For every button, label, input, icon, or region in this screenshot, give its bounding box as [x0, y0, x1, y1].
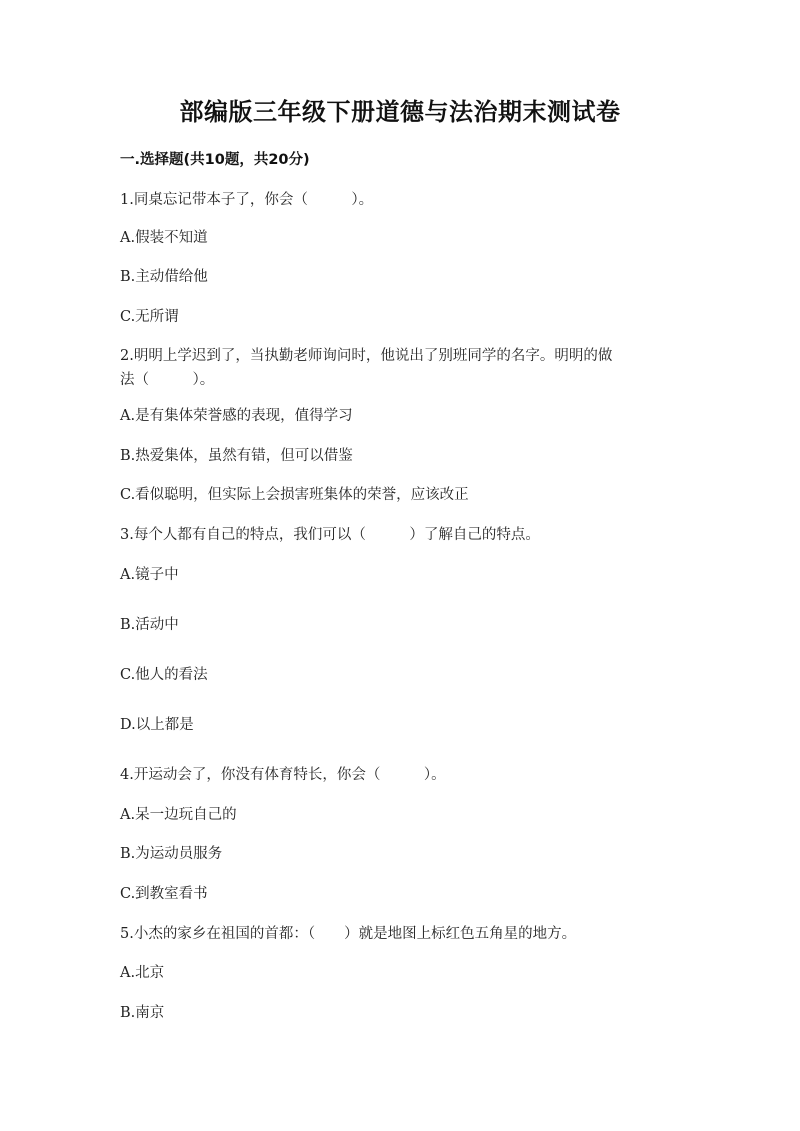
question-3-option-d: D.以上都是	[120, 717, 194, 733]
question-1-option-b: B.主动借给他	[120, 269, 208, 285]
question-4-stem: 4.开运动会了，你没有体育特长，你会（ ）。	[120, 767, 446, 783]
question-4-option-b: B.为运动员服务	[120, 846, 223, 862]
question-3-option-a: A.镜子中	[120, 567, 179, 583]
question-4-option-a: A.呆一边玩自己的	[120, 807, 237, 823]
question-5-option-b: B.南京	[120, 1005, 165, 1021]
question-1-stem: 1.同桌忘记带本子了，你会（ ）。	[120, 192, 374, 208]
question-4-option-c: C.到教室看书	[120, 886, 208, 902]
question-2-stem-line-2: 法（ ）。	[120, 372, 215, 388]
page-title: 部编版三年级下册道德与法治期末测试卷	[179, 98, 621, 126]
question-1-option-a: A.假装不知道	[120, 230, 208, 246]
question-3-stem: 3.每个人都有自己的特点，我们可以（ ）了解自己的特点。	[120, 527, 540, 543]
question-2-option-c: C.看似聪明，但实际上会损害班集体的荣誉，应该改正	[120, 487, 469, 503]
question-1-option-c: C.无所谓	[120, 309, 179, 325]
question-2-stem-line-1: 2.明明上学迟到了，当执勤老师询问时，他说出了别班同学的名字。明明的做	[120, 348, 613, 364]
question-5-stem: 5.小杰的家乡在祖国的首都：（ ）就是地图上标红色五角星的地方。	[120, 926, 577, 942]
question-2-option-a: A.是有集体荣誉感的表现，值得学习	[120, 408, 353, 424]
question-5-option-a: A.北京	[120, 965, 165, 981]
question-2-option-b: B.热爱集体，虽然有错，但可以借鉴	[120, 448, 353, 464]
section-heading: 一.选择题(共10题，共20分)	[120, 152, 310, 168]
question-3-option-b: B.活动中	[120, 617, 179, 633]
question-3-option-c: C.他人的看法	[120, 667, 208, 683]
